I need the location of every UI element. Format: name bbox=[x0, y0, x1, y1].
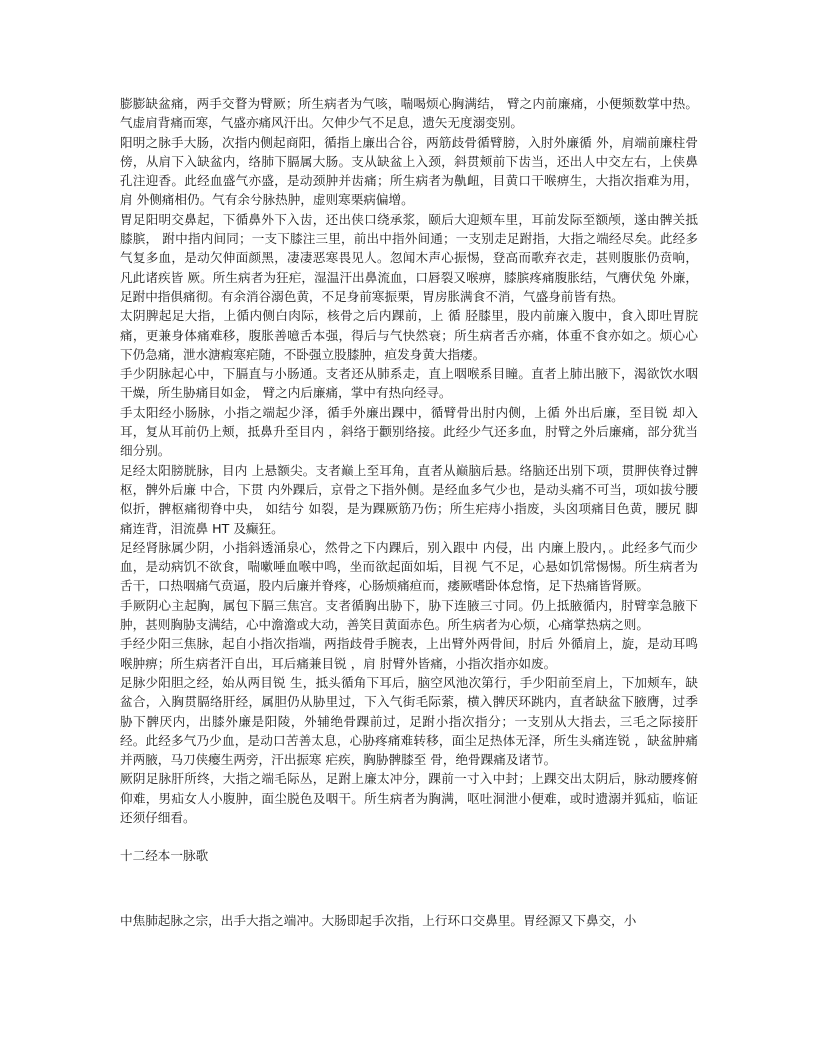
verse-opening-line: 中焦肺起脉之宗，出手大指之端冲。大肠即起手次指，上行环口交鼻里。胃经源又下鼻交，小 bbox=[120, 912, 637, 928]
paragraph-bladder-meridian: 足经太阳膀胱脉，目内 上悬额尖。支者巅上至耳角，直者从巅脑后悬。络脑还出别下项，贯胛侠脊过髀枢，髀外后廉 中合，下贯 内外踝后，京骨之下指外侧。是经血多气少也，是动头痛不可当，项如拔兮腰似折，髀枢痛彻脊中央， 如结兮 如裂，是为踝厥筋乃伤；所生疟痔小指废，头囟项痛目色黄，腰尻 脚痛连背，泪流鼻 HT 及癫狂。 bbox=[120, 462, 698, 536]
paragraph-pericardium-meridian: 手厥阴心主起胸，属包下膈三焦宫。支者循胸出胁下，胁下连腋三寸同。仍上抵腋循内，肘臂挛急腋下肿，甚则胸胁支满结，心中澹澹或大动，善笑目黄面赤色。所生病者为心烦，心痛掌热病之则。 bbox=[120, 597, 698, 633]
paragraph-heart-meridian: 手少阴脉起心中，下膈直与小肠通。支者还从肺系走，直上咽喉系目瞳。直者上肺出腋下，渴欲饮水咽干燥，所生胁痛目如金， 臂之内后廉痛，掌中有热向经寻。 bbox=[120, 366, 698, 401]
section-title: 十二经本一脉歌 bbox=[120, 848, 209, 864]
paragraph-small-intestine-meridian: 手太阳经小肠脉，小指之端起少泽，循手外廉出踝中，循臂骨出肘内侧，上循 外出后廉，至目锐 却入耳，复从耳前仍上颊，抵鼻升至目内 ，斜络于颧别络接。此经少气还多血，肘臂之外后廉痛，部分犹当细分别。 bbox=[120, 404, 698, 459]
paragraph-spleen-meridian: 太阴脾起足大指，上循内侧白肉际，核骨之后内踝前，上 循 胫膝里，股内前廉入腹中，食入即吐胃脘痛，更兼身体痛难移，腹胀善噫舌本强，得后与气快然衰；所生病者舌亦痛，体重不食亦如之。烦心心下仍急痛，泄水溏瘕寒疟随，不卧强立股膝肿，疸发身黄大指痿。 bbox=[120, 308, 698, 362]
paragraph-lung-meridian-end: 膨膨缺盆痛，两手交瞀为臂厥；所生病者为气咳，喘喝烦心胸满结， 臂之内前廉痛，小便频数掌中热。气虚肩背痛而寒，气盛亦痛风汗出。欠伸少气不足息，遗矢无度溺变别。 bbox=[120, 96, 698, 131]
paragraph-stomach-meridian: 胃足阳明交鼻起，下循鼻外下入齿，还出侠口绕承浆，颐后大迎颊车里，耳前发际至额颅，遂由髀关抵膝膑， 跗中指内间同；一支下膝注三里，前出中指外间通；一支别走足跗指，大指之端经尽矣。此经多气复多血，是动欠伸面颜黑，凄凄恶寒畏见人。忽闻木声心振惕，登高而歌弃衣走，甚则腹胀仍贲响，凡此诸疾皆 厥。所生病者为狂疟，湿温汗出鼻流血，口唇裂又喉痹，膝膑疼痛腹胀结，气膺伏兔 外廉，足跗中指俱痛彻。有余消谷溺色黄，不足身前寒振栗，胃房胀满食不消，气盛身前皆有热。 bbox=[120, 211, 698, 304]
paragraph-liver-meridian: 厥阴足脉肝所终，大指之端毛际丛，足跗上廉太冲分，踝前一寸入中封；上踝交出太阴后，脉动腰疼俯仰难，男疝女人小腹肿，面尘脱色及咽干。所生病者为胸满，呕吐洞泄小便难，或时遗溺并狐疝，临证还须仔细看。 bbox=[120, 771, 698, 825]
document-page bbox=[120, 94, 698, 930]
paragraph-kidney-meridian: 足经肾脉属少阴，小指斜透涌泉心，然骨之下内踝后，别入跟中 内侵，出 内廉上股内，。此经多气而少血，是动病饥不欲食，喘嗽唾血喉中鸣，坐而欲起面如垢，目视 气不足，心悬如饥常惕惕。所生病者为舌干，口热咽痛气贲逼，股内后廉并脊疼，心肠烦痛疸而，痿厥嗜卧体怠惰，足下热痛皆肾厥。 bbox=[120, 539, 698, 594]
paragraph-triple-burner-meridian: 手经少阳三焦脉，起自小指次指端，两指歧骨手腕表，上出臂外两骨间，肘后 外循肩上，旋，是动耳鸣喉肿痹；所生病者汗自出，耳后痛兼目锐 ，肩 肘臂外皆痛，小指次指亦如废。 bbox=[120, 636, 698, 671]
paragraph-gallbladder-meridian: 足脉少阳胆之经，始从两目锐 生，抵头循角下耳后，脑空风池次第行，手少阳前至肩上，下加颊车，缺盆合，入胸贯膈络肝经，属胆仍从胁里过，下入气街毛际萦，横入髀厌环跳内，直者缺盆下腋膺，过季胁下髀厌内，出膝外廉是阳陵，外辅绝骨踝前过，足跗小指次指分；一支别从大指去，三毛之际接肝经。此经多气乃少血，是动口苦善太息，心胁疼痛难转移，面尘足热体无泽，所生头痛连锐 ，缺盆肿痛并两腋，马刀侠瘿生两旁，汗出振寒 疟疾，胸胁髀膝至 骨，绝骨踝痛及诸节。 bbox=[120, 674, 698, 768]
paragraph-large-intestine-meridian: 阳明之脉手大肠，次指内侧起商阳，循指上廉出合谷，两筋歧骨循臂膀，入肘外廉循 外，肩端前廉柱骨傍，从肩下入缺盆内，络肺下膈属大肠。支从缺盆上入颈，斜贯颊前下齿当，还出人中交左右，上侠鼻孔注迎香。此经血盛气亦盛，是动颈肿并齿痛；所生病者为鼽衄，目黄口干喉痹生，大指次指难为用，肩 外侧痛相仍。气有余兮脉热肿，虚则寒栗病偏增。 bbox=[120, 134, 698, 208]
